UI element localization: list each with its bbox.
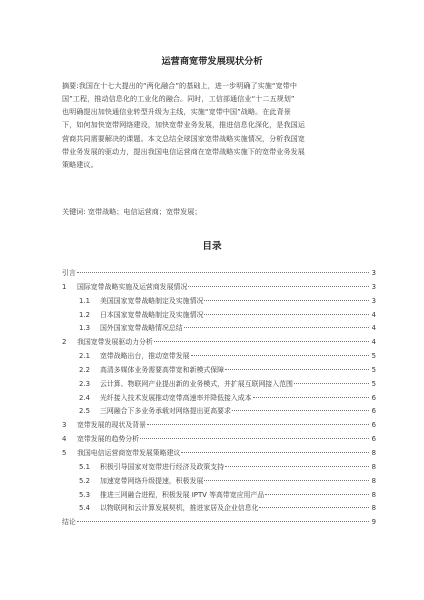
toc-entry-number: 2.3	[79, 379, 90, 388]
toc-entry-page: 8	[371, 448, 376, 457]
toc-entry-number: 5.2	[79, 476, 90, 485]
toc-entry[interactable]	[62, 309, 376, 323]
toc-entry-title: 我国宽带发展驱动力分析	[77, 338, 153, 347]
toc-entry-number: 4	[62, 435, 67, 444]
toc-entry-page: 5	[371, 352, 376, 361]
toc-entry-title: 积极引导国家对宽带进行经济及政策支持	[100, 462, 225, 471]
toc-entry-number: 2	[62, 338, 67, 347]
toc-entry-number: 1	[62, 282, 67, 291]
toc-entry[interactable]	[62, 502, 376, 516]
toc-entry[interactable]	[62, 516, 376, 530]
toc-entry[interactable]	[62, 322, 376, 336]
toc-entry[interactable]	[62, 419, 376, 433]
toc-dot-leader	[204, 299, 369, 301]
toc-entry-number: 2.4	[79, 393, 90, 402]
toc-entry-number: 5.1	[79, 462, 90, 471]
toc-entry-number: 2.1	[79, 352, 90, 361]
toc-entry-number: 2.2	[79, 365, 90, 374]
toc-dot-leader	[232, 409, 369, 411]
toc-entry-page: 3	[371, 296, 376, 305]
toc-dot-leader	[77, 520, 369, 522]
toc-entry-page: 6	[371, 407, 376, 416]
toc-entry-number: 1.2	[79, 310, 90, 319]
toc-dot-leader	[77, 271, 369, 273]
toc-entry-title: 三网融合下多业务承载对网络提出更高要求	[100, 407, 231, 416]
toc-entry-title: 我国电信运营商宽带发展策略建议	[77, 448, 181, 457]
toc-entry-title: 结论	[62, 518, 76, 527]
toc-entry[interactable]	[62, 364, 376, 378]
toc-entry[interactable]	[62, 461, 376, 475]
toc-entry-title: 云计算、物联网产业提出新的业务模式，并扩展互联网接入范围	[100, 379, 293, 388]
toc-entry-title: 以物联网和云计算发展契机，推进家居及企业信息化	[100, 504, 259, 513]
toc-entry-number: 3	[62, 421, 67, 430]
abstract	[62, 79, 376, 171]
toc-dot-leader	[191, 354, 369, 356]
toc-entry-page: 4	[371, 324, 376, 333]
toc-entry-title: 美国国家宽带战略制定及实施情况	[100, 296, 204, 305]
toc-entry-page: 6	[371, 435, 376, 444]
toc-entry-title: 宽带战略出台，推动宽带发展	[100, 352, 190, 361]
toc-entry-number: 2.5	[79, 407, 90, 416]
toc-dot-leader	[294, 382, 369, 384]
toc-entry-page: 5	[371, 365, 376, 374]
toc-dot-leader	[181, 451, 369, 453]
toc-entry[interactable]	[62, 433, 376, 447]
toc-entry-page: 8	[371, 462, 376, 471]
toc-entry-title: 光纤接入技术发展推动宽带高速率并降低接入成本	[100, 393, 252, 402]
toc-entry-page: 8	[371, 490, 376, 499]
toc-entry[interactable]	[62, 475, 376, 489]
toc-entry[interactable]	[62, 350, 376, 364]
toc-entry-title: 高清多媒体业务需要高带宽和新模式保障	[100, 365, 225, 374]
toc-heading: 目录	[202, 241, 222, 252]
toc-entry[interactable]	[62, 336, 376, 350]
abstract-line: 也明确提出加快通信业转型升级为主线，实施“宽带中国”战略。在此背景	[62, 107, 291, 117]
toc-dot-leader	[154, 340, 369, 342]
toc-entry-page: 3	[371, 282, 376, 291]
toc-entry-title: 日本国家宽带战略制定及实施情况	[100, 310, 204, 319]
toc-entry-page: 3	[371, 269, 376, 277]
toc-entry-page: 8	[371, 504, 376, 513]
toc-entry-title: 宽带发展的现状及背景	[77, 421, 146, 430]
toc-dot-leader	[259, 506, 369, 508]
toc-entry-page: 9	[371, 518, 376, 527]
toc-dot-leader	[204, 313, 369, 315]
toc-entry-page: 6	[371, 421, 376, 430]
toc-dot-leader	[225, 368, 369, 370]
toc-dot-leader	[265, 493, 369, 495]
toc-dot-leader	[184, 326, 369, 328]
toc-entry[interactable]	[62, 281, 376, 295]
toc-entry[interactable]	[62, 295, 376, 309]
toc-entry[interactable]	[62, 378, 376, 392]
toc-entry-title: 国际宽带战略实施及运营商发展情况	[77, 282, 188, 291]
toc-entry[interactable]	[62, 405, 376, 419]
toc-entry-page: 6	[371, 393, 376, 402]
abstract-line: 策略建议。	[62, 159, 98, 169]
toc-entry-title: 加速宽带网络升级提速，积极发展	[100, 476, 204, 485]
document-title: 运营商宽带发展现状分析	[161, 56, 263, 67]
toc-dot-leader	[188, 285, 369, 287]
toc-entry-number: 1.3	[79, 324, 90, 333]
toc-entry-page: 5	[371, 379, 376, 388]
abstract-line: 营商共同需要解决的课题。本文总结全球国家宽带战略实施情况，分析我国宽	[62, 133, 305, 143]
keywords: 关键词: 宽带战略；电信运营商；宽带发展；	[62, 207, 202, 216]
toc-entry[interactable]	[62, 392, 376, 406]
toc-dot-leader	[225, 465, 369, 467]
toc-entry-number: 5.3	[79, 490, 90, 499]
toc-entry-title: 推进三网融合进程，积极发展 IPTV 等高带宽应用产品	[100, 490, 265, 499]
toc-dot-leader	[140, 437, 369, 439]
toc-entry[interactable]	[62, 489, 376, 503]
toc-entry-number: 1.1	[79, 296, 90, 305]
toc-entry-page: 4	[371, 310, 376, 319]
toc-entry-title: 宽带发展的趋势分析	[77, 435, 140, 444]
toc-entry-number: 5.4	[79, 504, 90, 513]
toc-entry-page: 4	[371, 338, 376, 347]
toc-dot-leader	[204, 479, 369, 481]
toc-entry-title: 引言	[62, 269, 76, 277]
abstract-line: 下，如何加快宽带网络建设，加快宽带业务发展，推进信息化深化，是我国运	[62, 120, 305, 130]
toc-entry-page: 8	[371, 476, 376, 485]
abstract-line: 摘要:我国在十七大提出的“两化融合”的基础上，进一步明确了实施“宽带中	[62, 81, 298, 90]
toc-dot-leader	[147, 423, 369, 425]
table-of-contents	[62, 267, 376, 530]
abstract-line: 国”工程，推动信息化的工业化的融合。同时，工信部通信业“十二五规划”	[62, 94, 295, 104]
toc-entry-number: 5	[62, 448, 67, 457]
toc-entry-title: 国外国家宽带战略情况总结	[100, 324, 183, 333]
abstract-line: 带业务发展的驱动力，提出我国电信运营商在宽带战略实施下的宽带业务发展	[62, 146, 305, 156]
toc-dot-leader	[253, 396, 369, 398]
toc-entry[interactable]	[62, 447, 376, 461]
toc-entry[interactable]	[62, 267, 376, 281]
